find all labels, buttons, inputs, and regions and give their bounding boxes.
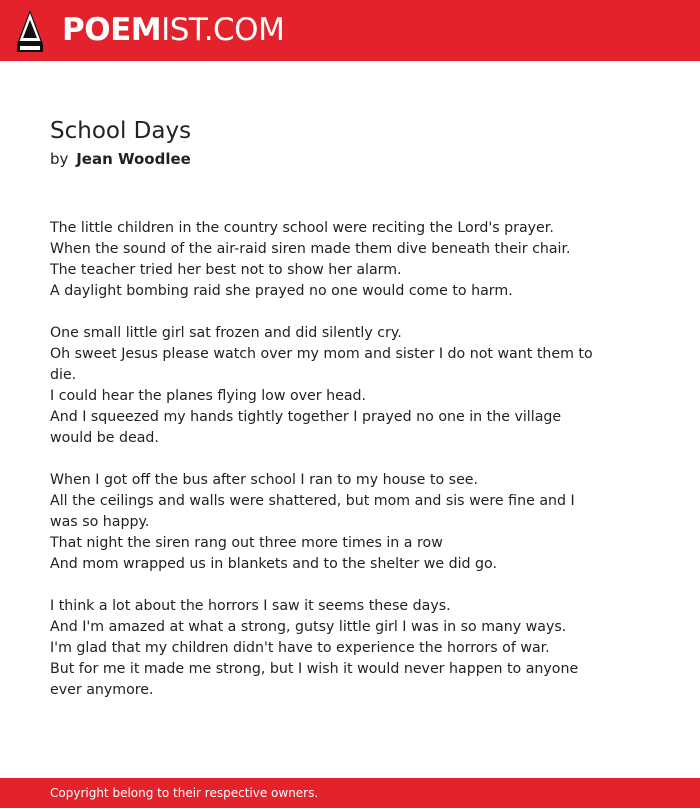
poem-line: But for me it made me strong, but I wish it would never happen to anyone — [50, 661, 579, 677]
poem-line: ever anymore. — [50, 682, 154, 698]
stanza — [50, 596, 590, 701]
poem-line: would be dead. — [50, 430, 159, 446]
poem-line: When the sound of the air-raid siren made them dive beneath their chair. — [50, 241, 571, 257]
site-logo[interactable] — [62, 8, 284, 52]
logo-light-text: IST.COM — [161, 12, 285, 48]
poem-line: That night the siren rang out three more times in a row — [50, 535, 443, 551]
poem-line: was so happy. — [50, 514, 150, 530]
poem-line: Oh sweet Jesus please watch over my mom and sister I do not want them to — [50, 346, 593, 362]
logo-bold-text: POEM — [62, 12, 162, 48]
stanza — [50, 470, 590, 575]
byline — [50, 148, 191, 170]
poem-line: I could hear the planes flying low over head. — [50, 388, 367, 404]
pencil-icon[interactable] — [17, 10, 43, 52]
byline-label: by — [50, 150, 69, 168]
author-name: Jean Woodlee — [76, 150, 191, 168]
site-header — [0, 0, 700, 61]
poem-line: All the ceilings and walls were shattered, but mom and sis were fine and I — [50, 493, 575, 509]
poem-body — [50, 218, 593, 722]
poem-line: I'm glad that my children didn't have to experience the horrors of war. — [50, 640, 550, 656]
stanza — [50, 218, 590, 302]
poem-line: And I'm amazed at what a strong, gutsy little girl I was in so many ways. — [50, 619, 567, 635]
poem-line: One small little girl sat frozen and did silently cry. — [50, 325, 402, 341]
poem-line: I think a lot about the horrors I saw it seems these days. — [50, 598, 451, 614]
poem-line: die. — [50, 367, 77, 383]
poem-line: And I squeezed my hands tightly together I prayed no one in the village — [50, 409, 562, 425]
site-footer — [0, 778, 700, 808]
poem-title: School Days — [50, 118, 192, 144]
poem-line: And mom wrapped us in blankets and to the shelter we did go. — [50, 556, 497, 572]
poem-line: When I got off the bus after school I ran to my house to see. — [50, 472, 479, 488]
copyright-text: Copyright belong to their respective owners. — [50, 786, 319, 800]
stanza — [50, 323, 593, 449]
poem-line: The little children in the country school were reciting the Lord's prayer. — [50, 220, 554, 236]
poem-line: The teacher tried her best not to show her alarm. — [50, 262, 402, 278]
poem-line: A daylight bombing raid she prayed no one would come to harm. — [50, 283, 513, 299]
